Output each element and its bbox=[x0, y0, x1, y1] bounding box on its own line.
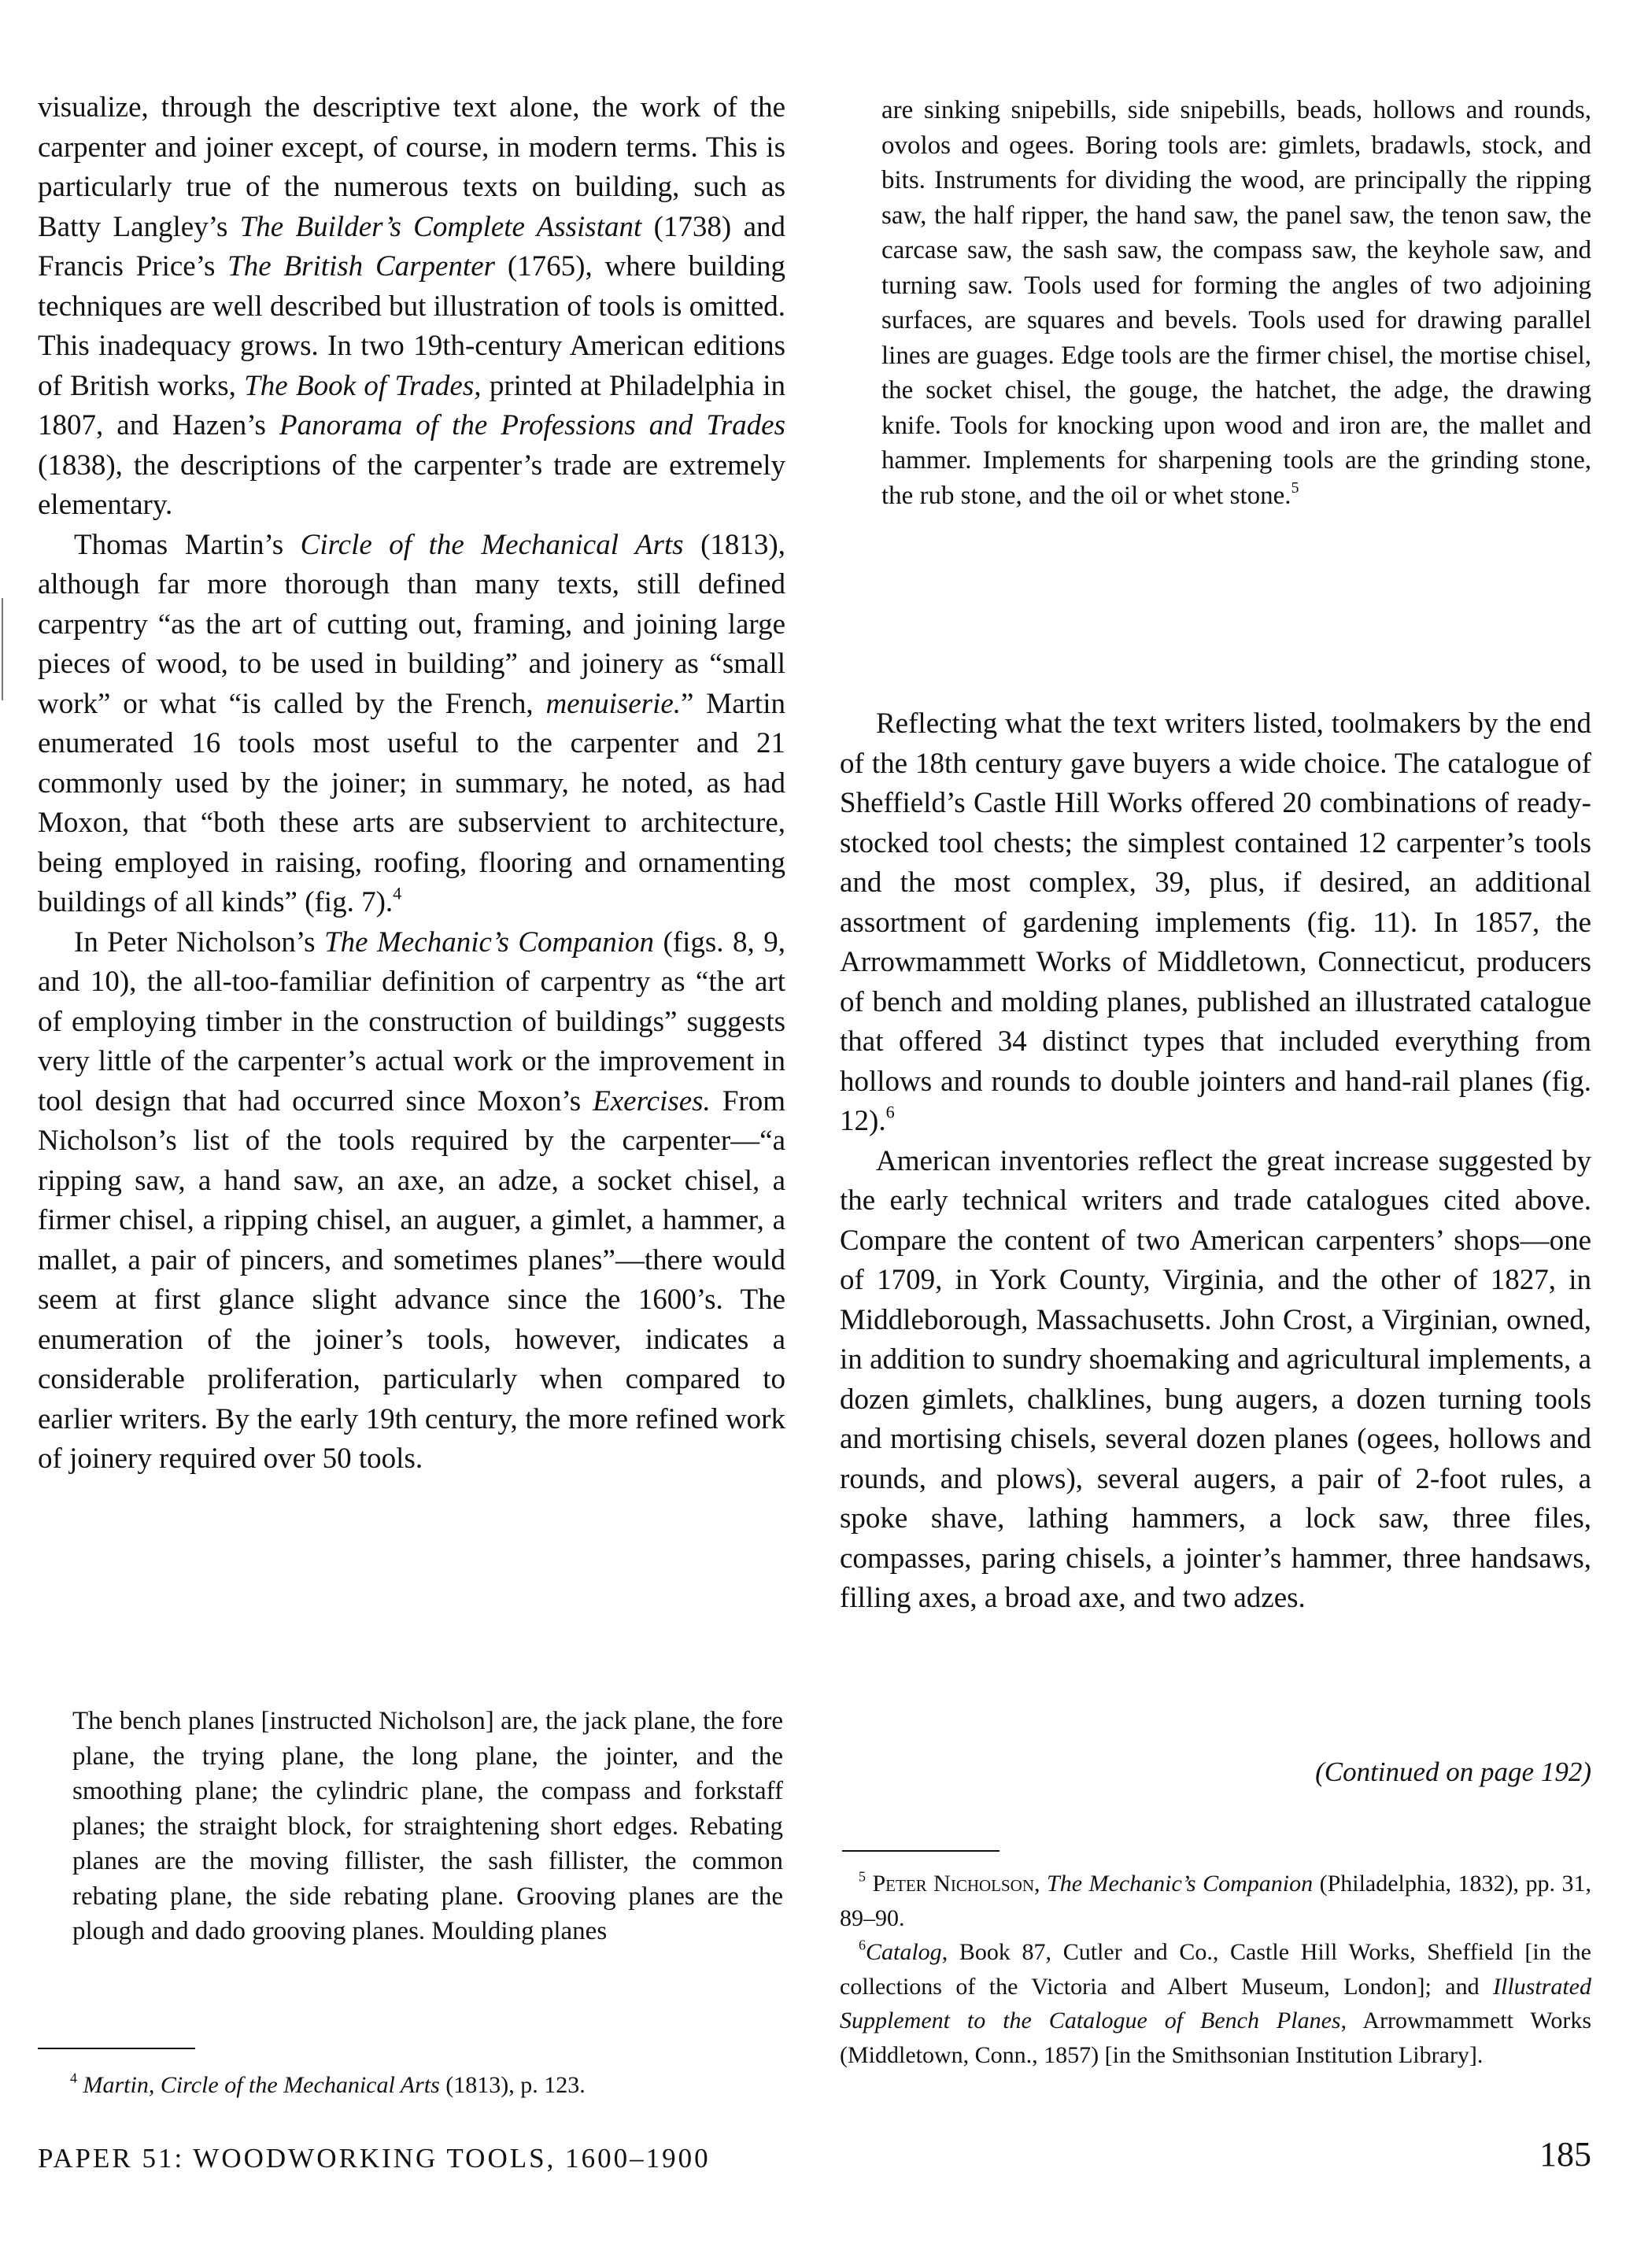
text-run: (1765), where building techniques are well described but illustration of tools is omitted. This inadequacy grows. In two 19th-century American editions of British works, bbox=[38, 250, 785, 402]
paragraph-left-3 bbox=[38, 923, 785, 1479]
footnote-4 bbox=[51, 2068, 783, 2103]
book-title: The Book of Trades, bbox=[244, 369, 482, 402]
text-run: are sinking snipebills, side snipebills, beads, hollows and rounds, ovolos and ogees. Boring tools are: gimlets, bradawls, stock, and bits. Instruments for dividing the wood, are principally the ripping saw, the half ripper, the hand saw, the panel saw, the tenon saw, the carcase saw, the sash saw, the compass saw, the keyhole saw, and turning saw. Tools used for forming the angles of two adjoining surfaces, are squares and bevels. Tools used for drawing parallel lines are guages. Edge tools are the firmer chisel, the mortise chisel, the socket chisel, the gouge, the hatchet, the adge, the drawing knife. Tools for knocking upon wood and iron are, the mallet and hammer. Implements for sharpening tools are the grinding stone, the rub stone, and the oil or whet stone. bbox=[881, 96, 1591, 510]
paragraph-right-1 bbox=[840, 704, 1591, 1142]
book-title: The British Carpenter bbox=[227, 250, 496, 283]
text-run: (1813), although far more thorough than many texts, still defined carpentry “as the art of cutting out, framing, and joining large pieces of wood, to be used in building” and joinery as “small work” or what “is called by the French, bbox=[38, 528, 785, 720]
text-run: Reflecting what the text writers listed, toolmakers by the end of the 18th century gave buyers a wide choice. The catalogue of Sheffield’s Castle Hill Works offered 20 combinations of ready-stocked tool chests; the simplest contained 12 carpenter’s tools and the most complex, 39, plus, if desired, an additional assortment of gardening implements (fig. 11). In 1857, the Arrowmammett Works of Middletown, Connecticut, producers of bench and molding planes, published an illustrated catalogue that offered 34 distinct types that included everything from hollows and rounds to double jointers and hand-rail planes (fig. 12). bbox=[840, 707, 1591, 1137]
continued-note[interactable]: (Continued on page 192) bbox=[1315, 1756, 1591, 1787]
scan-margin-mark bbox=[2, 598, 3, 700]
book-title: Circle of the Mechanical Arts bbox=[300, 528, 684, 561]
footnote-title: Catalog bbox=[866, 1939, 942, 1965]
footnote-number: 5 bbox=[859, 1868, 866, 1885]
footnote-number: 6 bbox=[859, 1937, 866, 1953]
footnote-6 bbox=[840, 1935, 1591, 2072]
footnote-text: (1813), p. 123. bbox=[439, 2072, 586, 2098]
text-run: Thomas Martin’s bbox=[74, 528, 301, 561]
footnote-number: 4 bbox=[70, 2070, 77, 2086]
block-quote-continued bbox=[881, 93, 1591, 513]
footnote-ref-4[interactable]: 4 bbox=[393, 883, 402, 903]
footnote-text: , Book 87, Cutler and Co., Castle Hill Works, Sheffield [in the collections of the Victoria and Albert Museum, London]; and bbox=[840, 1939, 1591, 2000]
page-number: 185 bbox=[1539, 2135, 1591, 2174]
paragraph-right-2: American inventories reflect the great increase suggested by the early technical writers and trade catalogues cited above. Compare the content of two American carpenters’ shops—one of 1709, in York County, Virginia, and the other of 1827, in Middleborough, Massachusetts. John Crost, a Virginian, owned, in addition to sundry shoemaking and agricultural implements, a dozen gimlets, chalklines, bung augers, a dozen turning tools and mortising chisels, several dozen planes (ogees, hollows and rounds, and plows), several augers, a pair of 2-foot rules, a spoke shave, lathing hammers, a lock saw, three files, compasses, paring chisels, a jointer’s hammer, three handsaws, filling axes, a broad axe, and two adzes. bbox=[840, 1144, 1591, 1614]
footnote-author: Peter Nicholson bbox=[872, 1871, 1035, 1897]
book-title: Panorama of the Professions and Trades bbox=[279, 409, 786, 441]
footnote-text: , Arrowmammett Works (Middletown, Conn., 1857) [in the Smithsonian Institution Library]. bbox=[840, 2008, 1592, 2068]
book-title: The Mechanic’s Companion bbox=[324, 925, 655, 959]
footnote-ref-6[interactable]: 6 bbox=[885, 1102, 895, 1122]
running-footer-title: PAPER 51: WOODWORKING TOOLS, 1600–1900 bbox=[38, 2143, 711, 2174]
foreign-term: menuiserie. bbox=[545, 687, 682, 720]
text-run: , bbox=[1034, 1871, 1048, 1897]
left-column bbox=[38, 88, 785, 1479]
text-run: (1738) and Francis Price’s bbox=[38, 210, 785, 283]
paragraph-left-1 bbox=[38, 88, 785, 526]
footnote-text: (Philadelphia, 1832), pp. 31, 89–90. bbox=[840, 1871, 1592, 1931]
text-run: From Nicholson’s list of the tools required by the carpenter—“a ripping saw, a hand saw, an axe, an adze, a socket chisel, a firmer chisel, a ripping chisel, an auguer, a gimlet, a hammer, a mallet, a pair of pincers, and sometimes planes”—there would seem at first glance slight advance since the 1600’s. The enumeration of the joiner’s tools, however, indicates a considerable proliferation, particularly when compared to earlier writers. By the early 19th century, the more refined work of joinery required over 50 tools. bbox=[38, 1084, 786, 1475]
footnote-5 bbox=[840, 1867, 1591, 1935]
footnote-ref-5[interactable]: 5 bbox=[1291, 478, 1299, 497]
book-title: The Builder’s Complete Assistant bbox=[239, 210, 642, 243]
block-quote-nicholson: The bench planes [instructed Nicholson] are, the jack plane, the fore plane, the trying plane, the long plane, the jointer, and the smoothing plane; the cylindric plane, the compass and forkstaff planes; the straight block, for straightening short edges. Rebating planes are the moving fillister, the sash fillister, the common rebating plane, the side rebating plane. Grooving planes are the plough and dado grooving planes. Moulding planes bbox=[72, 1707, 783, 1945]
text-run: ” Martin enumerated 16 tools most useful to the carpenter and 21 commonly used by the joiner; in summary, he noted, as had Moxon, that “both these arts are subservient to architecture, being employed in raising, roofing, flooring and ornamenting buildings of all kinds” (fig. 7). bbox=[38, 687, 785, 918]
footnote-rule bbox=[842, 1850, 1000, 1852]
text-run: printed at Philadelphia in 1807, and Hazen’s bbox=[38, 369, 786, 441]
text-run: (1838), the descriptions of the carpenter’s trade are extremely elementary. bbox=[38, 449, 785, 521]
footnote-title: Illustrated Supplement to the Catalogue of Bench Planes bbox=[840, 1973, 1591, 2033]
footnote-title: The Mechanic’s Companion bbox=[1047, 1871, 1314, 1897]
text-run: In Peter Nicholson’s bbox=[74, 925, 325, 959]
text-run: visualize, through the descriptive text alone, the work of the carpenter and joiner except, of course, in modern terms. This is particularly true of the numerous texts on building, such as Batty Langley’s bbox=[38, 91, 785, 243]
book-title: Exercises. bbox=[593, 1084, 711, 1117]
footnote-rule bbox=[38, 2048, 195, 2049]
footnotes-right bbox=[840, 1867, 1591, 2072]
right-column-body bbox=[840, 704, 1591, 1619]
paragraph-left-2 bbox=[38, 526, 785, 923]
text-run: (figs. 8, 9, and 10), the all-too-familiar definition of carpentry as “the art of employing timber in the construction of buildings” suggests very little of the carpenter’s actual work or the improvement in tool design that had occurred since Moxon’s bbox=[38, 925, 786, 1117]
footnote-title: Martin, Circle of the Mechanical Arts bbox=[83, 2072, 440, 2098]
